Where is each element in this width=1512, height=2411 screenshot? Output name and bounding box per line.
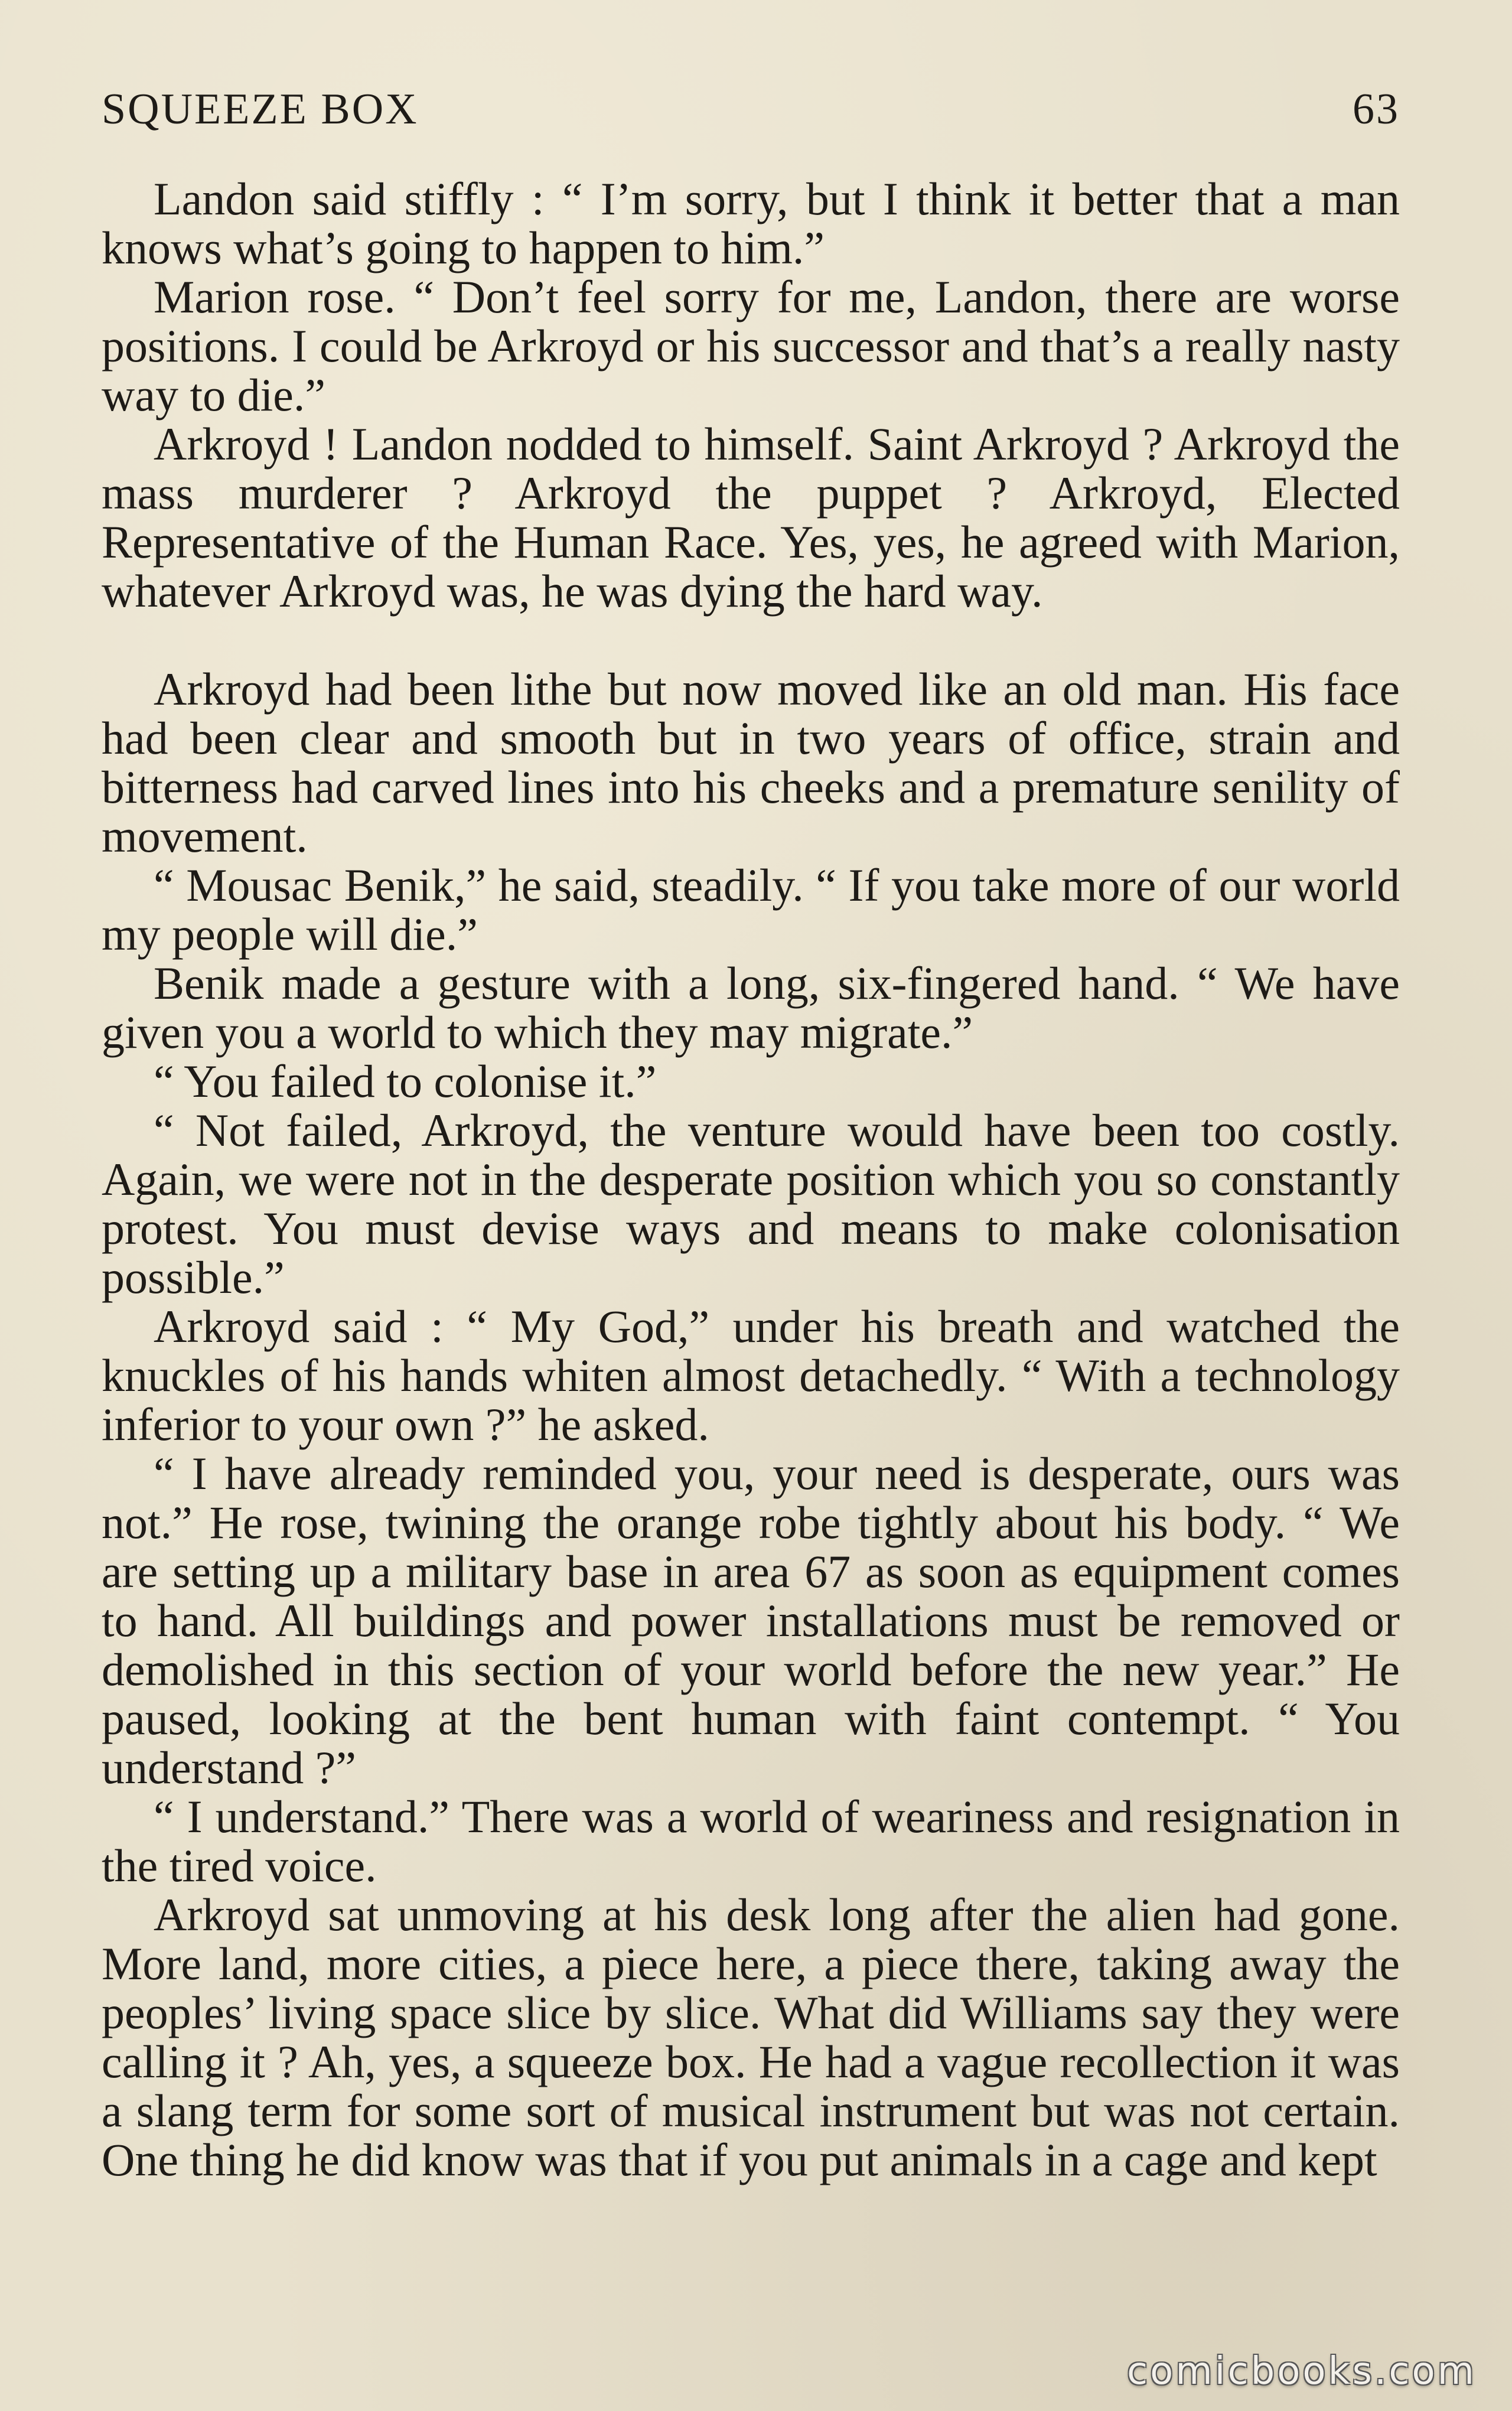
paragraph: “ You failed to colonise it.” [154,1055,657,1107]
body-text [102,174,1400,2184]
paragraph: Landon said stiffly : “ I’m sorry, but I think it better that a man knows what’s going to happen to him.” [102,173,1400,273]
paragraph: “ Mousac Benik,” he said, steadily. “ If you take more of our world my people will die.” [102,859,1400,960]
section-break [102,615,1400,664]
running-title: SQUEEZE BOX [102,85,419,133]
paragraph: Arkroyd said : “ My God,” under his breath and watched the knuckles of his hands whiten almost detachedly. “ With a technology inferior to your own ?” he asked. [102,1301,1400,1450]
paragraph: Arkroyd had been lithe but now moved like an old man. His face had been clear and smooth but in two years of office, strain and bitterness had carved lines into his cheeks and a premature senility of movement. [102,663,1400,862]
paragraph: “ I understand.” There was a world of weariness and resignation in the tired voice. [102,1791,1400,1891]
running-head [102,80,1400,139]
paragraph: Marion rose. “ Don’t feel sorry for me, Landon, there are worse positions. I could be Arkroyd or his successor and that’s a really nasty way to die.” [102,271,1400,421]
page-number: 63 [1353,85,1400,133]
paragraph: Arkroyd sat unmoving at his desk long after the alien had gone. More land, more cities, a piece here, a piece there, taking away the peoples’ living space slice by slice. What did Williams say they were calling it ? Ah, yes, a squeeze box. He had a vague recollection it was a slang term for some sort of musical instrument but was not certain. One thing he did know was that if you put animals in a cage and kept [102,1889,1400,2185]
paragraph: “ I have already reminded you, your need is desperate, ours was not.” He rose, twining the orange robe tightly about his body. “ We are setting up a military base in area 67 as soon as equipment comes to hand. All buildings and power installations must be removed or demolished in this section of your world before the new year.” He paused, looking at the bent human with faint contempt. “ You understand ?” [102,1448,1400,1793]
paragraph: “ Not failed, Arkroyd, the venture would have been too costly. Again, we were not in the desperate position which you so constantly protest. You must devise ways and means to make colonisation possible.” [102,1105,1400,1303]
paragraph: Arkroyd ! Landon nodded to himself. Saint Arkroyd ? Arkroyd the mass murderer ? Arkroyd the puppet ? Arkroyd, Elected Representative of the Human Race. Yes, yes, he agreed with Marion, whatever Arkroyd was, he was dying the hard way. [102,418,1400,617]
paragraph: Benik made a gesture with a long, six-fingered hand. “ We have given you a world to which they may migrate.” [102,957,1400,1058]
watermark: comicbooks.com [1126,2350,1477,2393]
